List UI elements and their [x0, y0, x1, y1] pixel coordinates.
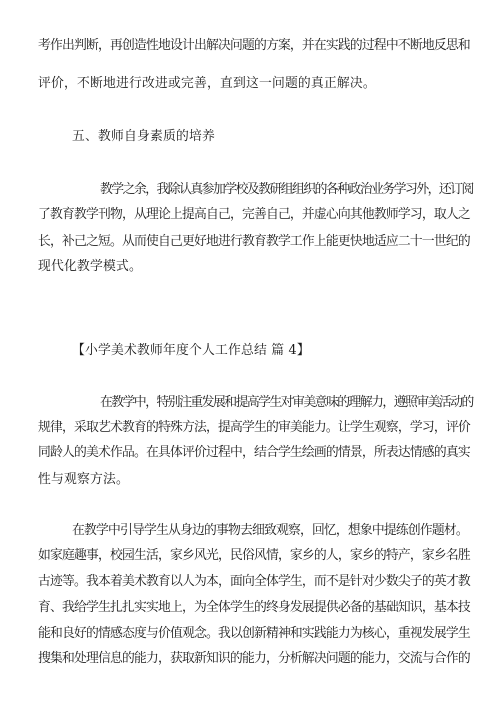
paragraph-4-line-1: 在教学中引导学生从身边的事物去细致观察，回忆，想象中提练创作题材。 — [72, 523, 468, 538]
paragraph-3-line-4: 性与观察方法。 — [38, 472, 129, 487]
paragraph-2-line-3: 长，补己之短。从而使自己更好地进行教育教学工作上能更快地适应二十一世纪的 — [38, 234, 470, 249]
paragraph-4-line-6: 搜集和处理信息的能力，获取新知识的能力，分析解决问题的能力，交流与合作的 — [38, 651, 470, 666]
paragraph-2-line-2: 了教育教学刊物，从理论上提高自己，完善自己，并虚心向其他教师学习，取人之 — [38, 207, 470, 222]
paragraph-1-line-2: 评价，不断地进行改进或完善，直到这一问题的真正解决。 — [38, 76, 376, 91]
paragraph-4-line-3: 古迹等。我本着美术教育以人为本，面向全体学生，而不是针对少数尖子的英才教 — [38, 574, 470, 589]
paragraph-1-line-1: 考作出判断，再创造性地设计出解决问题的方案，并在实践的过程中不断地反思和 — [38, 38, 470, 53]
section-heading-5: 五、教师自身素质的培养 — [72, 129, 215, 144]
paragraph-3-line-3: 同龄人的美术作品。在具体评价过程中，结合学生绘画的情景，所表达情感的真实 — [38, 445, 470, 460]
paragraph-4-line-4: 育、我给学生扎扎实实地上，为全体学生的终身发展提供必备的基础知识，基本技 — [38, 600, 470, 615]
paragraph-4-line-5: 能和良好的情感态度与价值观念。我以创新精神和实践能力为核心，重视发展学生 — [38, 626, 470, 641]
paragraph-2-line-1: 教学之余，我除认真参加学校及教研组组织的各种政治业务学习外，还订阅 — [100, 182, 473, 197]
paragraph-3-line-1: 在教学中，特别注重发展和提高学生对审美意味的理解力，遵照审美活动的 — [100, 395, 473, 410]
article-section-title: 【小学美术教师年度个人工作总结 篇 4】 — [72, 343, 310, 358]
paragraph-3-line-2: 规律，采取艺术教育的特殊方法，提高学生的审美能力。让学生观察，学习，评价 — [38, 420, 470, 435]
paragraph-4-line-2: 如家庭趣事，校园生活，家乡风光，民俗风情，家乡的人，家乡的特产，家乡名胜 — [38, 548, 470, 563]
paragraph-2-line-4: 现代化教学模式。 — [38, 259, 142, 274]
